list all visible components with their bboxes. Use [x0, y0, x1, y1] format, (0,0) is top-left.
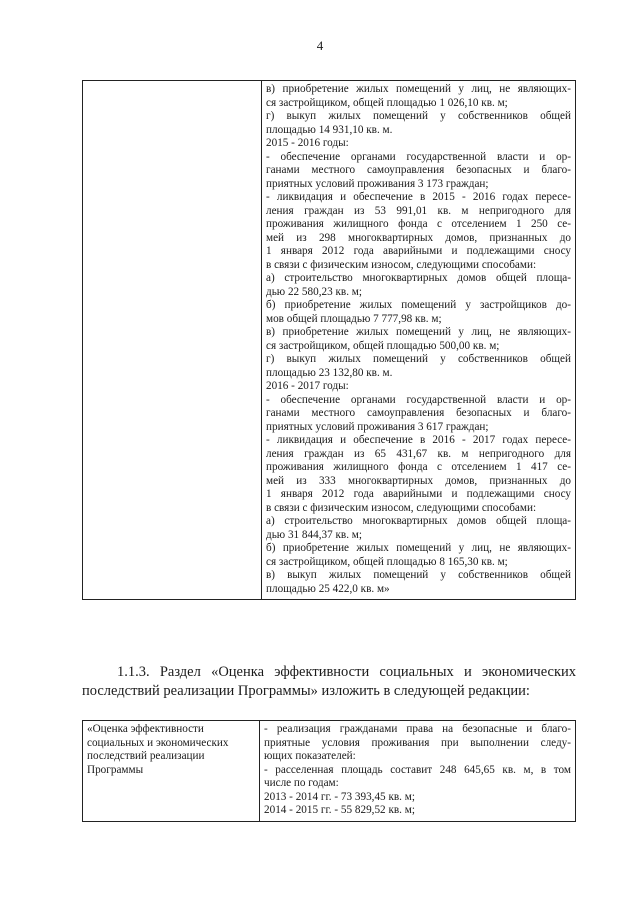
text-line: в связи с физическим износом, следующими способами: [266, 501, 537, 514]
text-line: г) выкуп жилых помещений у собственников общей [266, 353, 571, 365]
text-line: г) выкуп жилых помещений у собственников общей [266, 110, 571, 122]
text-line: 1 января 2012 года аварийными и подлежащими сносу [266, 245, 571, 257]
text-line: приятных условий проживания 3 617 граждан; [266, 420, 489, 433]
table-right-cell [262, 81, 576, 600]
text-line: 2013 - 2014 гг. - 73 393,45 кв. м; [264, 790, 415, 803]
text-line: ющих показателей: [264, 750, 356, 762]
section-content-cell [260, 721, 576, 822]
table-left-cell [83, 81, 262, 600]
evaluation-table [82, 720, 576, 822]
text-line: проживания жилищного фонда с отселением 1 250 се- [266, 218, 571, 230]
text-line: ганами местного самоуправления безопасных и благо- [266, 164, 571, 176]
text-line: а) строительство многоквартирных домов общей площа- [266, 272, 571, 284]
text-line: ся застройщиком, общей площадью 1 026,10 кв. м; [266, 96, 508, 109]
text-line: 2014 - 2015 гг. - 55 829,52 кв. м; [264, 804, 415, 816]
text-line: мей из 298 многоквартирных домов, признанных до [266, 231, 571, 244]
text-line: последствий реализации [87, 750, 205, 762]
text-line: - ликвидация и обеспечение в 2016 - 2017 годах пересе- [266, 434, 571, 446]
program-table-continued [82, 80, 576, 600]
text-line: площадью 23 132,80 кв. м. [266, 366, 393, 379]
text-line: числе по годам: [264, 777, 339, 789]
text-line: ся застройщиком, общей площадью 8 165,30 кв. м; [266, 555, 508, 568]
text-line: в связи с физическим износом, следующими способами: [266, 258, 537, 271]
text-line: б) приобретение жилых помещений у лиц, не являющих- [266, 542, 571, 554]
text-line: площадью 25 422,0 кв. м» [266, 582, 390, 595]
text-line: площадью 14 931,10 кв. м. [266, 123, 393, 136]
text-line: мов общей площадью 7 777,98 кв. м; [266, 312, 442, 325]
text-line: социальных и экономических [87, 736, 229, 749]
page-number: 4 [316, 38, 324, 53]
text-line: 1 января 2012 года аварийными и подлежащими сносу [266, 488, 571, 500]
text-line: ганами местного самоуправления безопасных и благо- [266, 407, 571, 419]
section-title-cell [83, 721, 260, 822]
amendment-paragraph [82, 663, 576, 701]
text-line: - обеспечение органами государственной власти и ор- [266, 150, 571, 163]
text-line: в) приобретение жилых помещений у лиц, не являющих- [266, 326, 571, 338]
text-line: - реализация гражданами права на безопасные и благо- [264, 723, 571, 735]
text-line: 2016 - 2017 годы: [266, 380, 349, 392]
text-line: - расселенная площадь составит 248 645,65 кв. м, в том [264, 763, 571, 776]
text-line: 1.1.3. Раздел «Оценка эффективности социальных и экономических [117, 664, 576, 680]
text-line: в) выкуп жилых помещений у собственников общей [266, 569, 571, 581]
text-line: в) приобретение жилых помещений у лиц, не являющих- [266, 83, 571, 95]
text-line: последствий реализации Программы» изложить в следующей редакции: [82, 683, 530, 699]
text-line: мей из 333 многоквартирных домов, признанных до [266, 474, 571, 487]
text-line: дью 31 844,37 кв. м; [266, 528, 362, 541]
text-line: ления граждан из 65 431,67 кв. м непригодного для [266, 447, 571, 460]
text-line: «Оценка эффективности [87, 723, 204, 735]
table-row [83, 81, 576, 600]
text-line: а) строительство многоквартирных домов общей площа- [266, 515, 571, 527]
text-line: дью 22 580,23 кв. м; [266, 285, 362, 298]
text-line: приятных условий проживания 3 173 граждан; [266, 177, 489, 190]
text-line: ления граждан из 53 991,01 кв. м непригодного для [266, 204, 571, 217]
text-line: приятные условия проживания при выполнении следу- [264, 736, 571, 749]
text-line: ся застройщиком, общей площадью 500,00 кв. м; [266, 339, 500, 352]
text-line: б) приобретение жилых помещений у застройщиков до- [266, 299, 571, 311]
text-line: проживания жилищного фонда с отселением 1 417 се- [266, 461, 571, 473]
text-line: - ликвидация и обеспечение в 2015 - 2016 годах пересе- [266, 191, 571, 203]
text-line: - обеспечение органами государственной власти и ор- [266, 393, 571, 406]
table-row [83, 721, 576, 822]
text-line: Программы [87, 763, 144, 776]
text-line: 2015 - 2016 годы: [266, 137, 349, 149]
